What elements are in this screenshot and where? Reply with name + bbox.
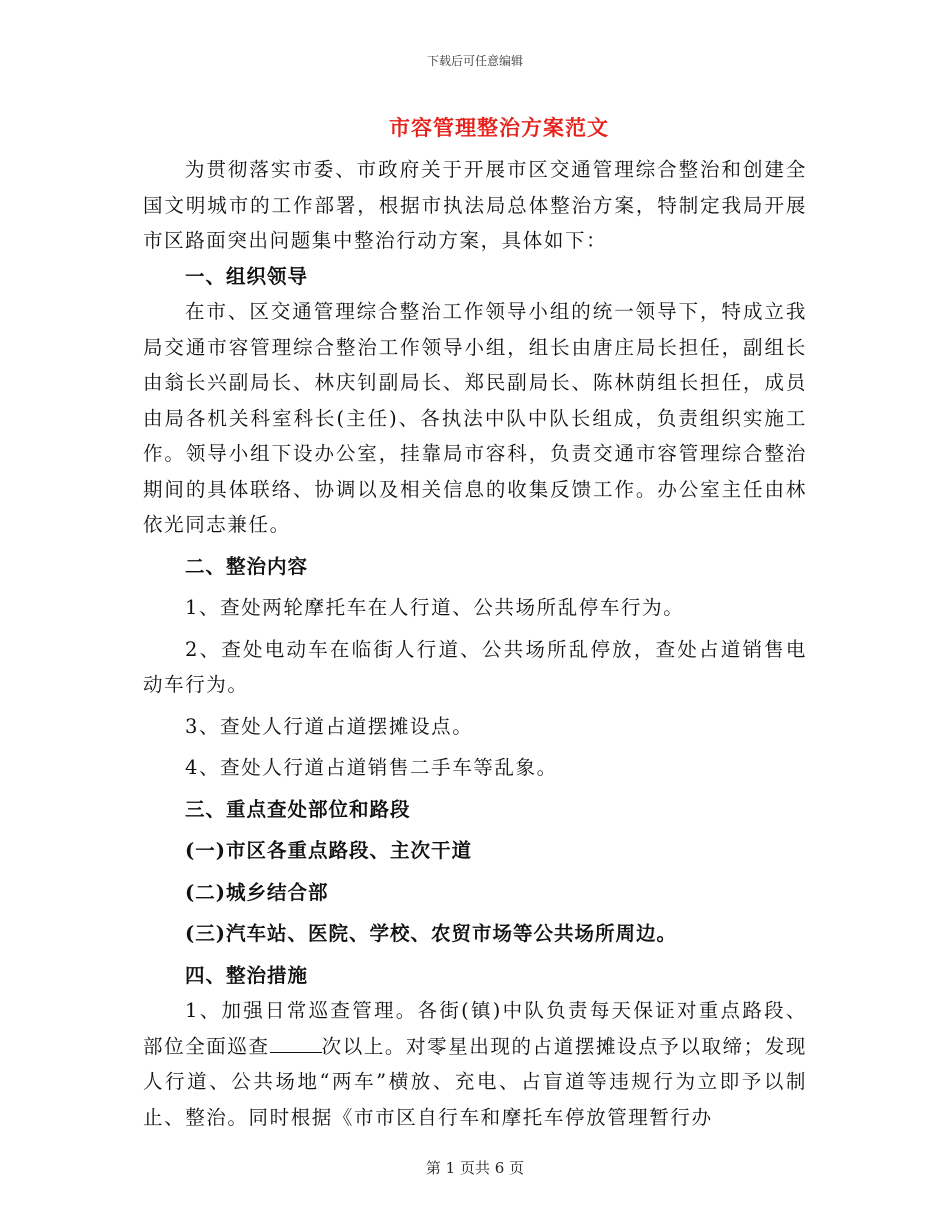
section-heading-1: 一、组织领导 (185, 264, 309, 288)
fill-in-blank (270, 1032, 322, 1053)
list-item: 1、查处两轮摩托车在人行道、公共场所乱停车行为。 (185, 596, 685, 619)
paragraph-text-after-blank: 次以上。对零星出现的占道摆摊设点予以取缔；发现人行道、公共场地“两车”横放、充电、占盲道等违规行为立即予以制止、整治。同时根据《市市区自行车和摩托车停放管理暂行办 (143, 1034, 807, 1129)
section-4-paragraph-1 (143, 993, 807, 1135)
paragraph-text-before-blank: 1、加强日常巡查管理。各街(镇)中队负责每天保证对重点路段、部位全面巡查 (143, 999, 807, 1058)
section-heading-4: 四、整治措施 (185, 963, 309, 987)
section-heading-3: 三、重点查处部位和路段 (185, 797, 411, 821)
document-body (143, 152, 807, 1135)
list-item: (三)汽车站、医院、学校、农贸市场等公共场所周边。 (185, 922, 677, 945)
list-item: (二)城乡结合部 (185, 880, 329, 904)
list-item: (一)市区各重点路段、主次干道 (185, 839, 472, 862)
section-1-body: 在市、区交通管理综合整治工作领导小组的统一领导下，特成立我局交通市容管理综合整治工作领导小组，组长由唐庄局长担任，副组长由翁长兴副局长、林庆钊副局长、郑民副局长、陈林荫组长担任，成员由局各机关科室科长(主任)、各执法中队中队长组成，负责组织实施工作。领导小组下设办公室，挂靠局市容科，负责交通市容管理综合整治期间的具体联络、协调以及相关信息的收集反馈工作。办公室主任由林依光同志兼任。 (143, 300, 807, 536)
intro-paragraph: 为贯彻落实市委、市政府关于开展市区交通管理综合整治和创建全国文明城市的工作部署，根据市执法局总体整治方案，特制定我局开展市区路面突出问题集中整治行动方案，具体如下： (143, 158, 807, 252)
document-title: 市容管理整治方案范文 (389, 115, 609, 140)
page-number: 第 1 页共 6 页 (425, 1159, 525, 1177)
list-item: 4、查处人行道占道销售二手车等乱象。 (185, 756, 558, 779)
list-item: 3、查处人行道占道摆摊设点。 (185, 714, 474, 738)
header-note: 下载后可任意编辑 (426, 54, 523, 68)
list-item: 2、查处电动车在临街人行道、公共场所乱停放，查处占道销售电动车行为。 (143, 637, 807, 696)
section-heading-2: 二、整治内容 (185, 554, 309, 578)
